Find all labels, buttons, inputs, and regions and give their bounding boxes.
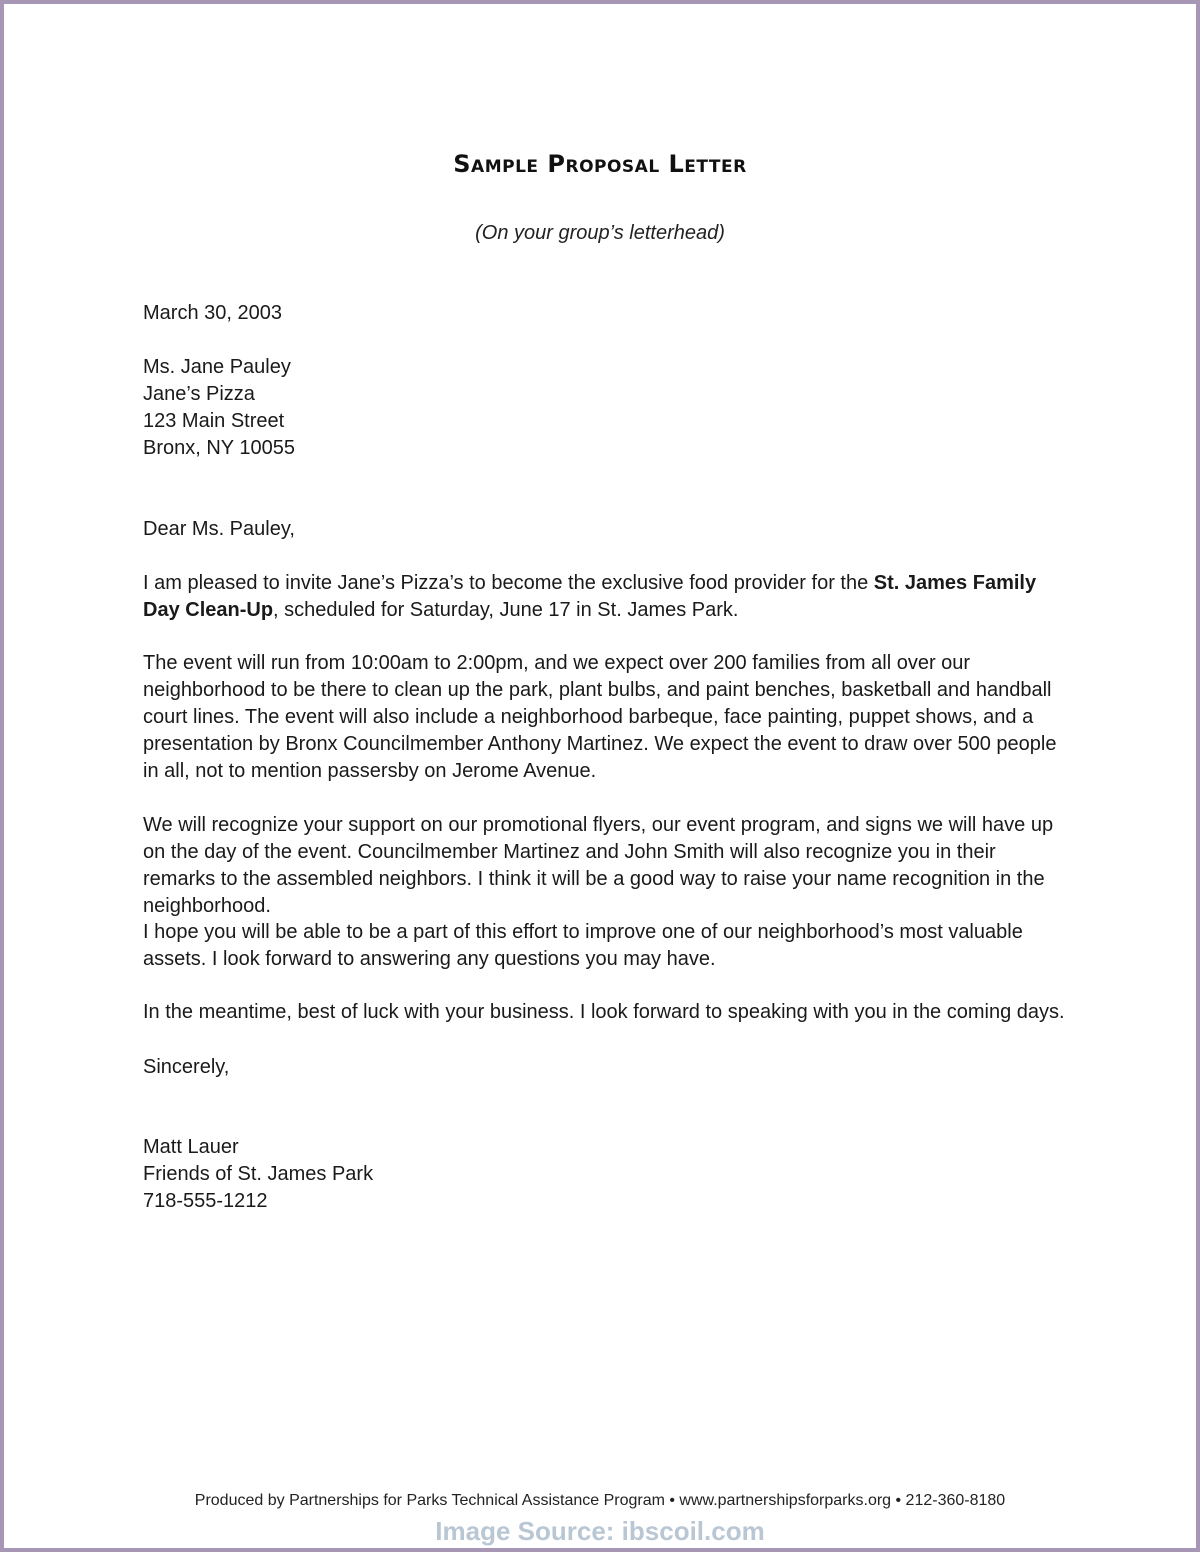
letter-date: March 30, 2003 — [143, 302, 282, 324]
recipient-city: Bronx, NY 10055 — [143, 437, 295, 459]
paragraph-request: I hope you will be able to be a part of this effort to improve one of our neighborhood’s most valuable assets. I look forward to answering any questions you may have. — [143, 921, 1023, 970]
invitation-text-after: , scheduled for Saturday, June 17 in St. James Park. — [273, 599, 739, 621]
recipient-company: Jane’s Pizza — [143, 383, 255, 405]
signer-phone: 718-555-1212 — [143, 1190, 268, 1212]
signer-organization: Friends of St. James Park — [143, 1163, 374, 1185]
recipient-name: Ms. Jane Pauley — [143, 356, 291, 378]
image-source-watermark: Image Source: ibscoil.com — [435, 1516, 765, 1546]
paragraph-closing-note: In the meantime, best of luck with your business. I look forward to speaking with you in the coming days. — [143, 1001, 1065, 1023]
closing: Sincerely, — [143, 1056, 230, 1078]
recipient-street: 123 Main Street — [143, 410, 285, 432]
signature-block — [143, 1134, 1073, 1215]
paragraph-event-details: The event will run from 10:00am to 2:00pm, and we expect over 200 families from all over our neighborhood to be there to clean up the park, plant bulbs, and paint benches, basketball and handball court lines. The event will also include a neighborhood barbeque, face painting, puppet shows, and a presentation by Bronx Councilmember Anthony Martinez. We expect the event to draw over 500 people in all, not to mention passersby on Jerome Avenue. — [143, 652, 1057, 782]
page-footer: Produced by Partnerships for Parks Technical Assistance Program • www.partnershipsforparks.org • 212-360-8180 — [194, 1492, 1006, 1509]
event-name: St. James Family Day Clean-Up — [143, 572, 1037, 621]
paragraph-recognition: We will recognize your support on our promotional flyers, our event program, and signs we will have up on the day of the event. Councilmember Martinez and John Smith will also recognize you in their remarks to the assembled neighbors. I think it will be a good way to raise your name recognition in the neighborhood. — [143, 814, 1054, 917]
letter-title: Sample Proposal Letter — [453, 150, 747, 178]
paragraph-invitation — [143, 570, 1073, 624]
signer-name: Matt Lauer — [143, 1136, 239, 1158]
salutation: Dear Ms. Pauley, — [143, 518, 295, 540]
invitation-text-before: I am pleased to invite Jane’s Pizza’s to become the exclusive food provider for the — [143, 572, 874, 594]
recipient-address — [143, 354, 1073, 462]
letterhead-note: (On your group’s letterhead) — [475, 222, 725, 244]
